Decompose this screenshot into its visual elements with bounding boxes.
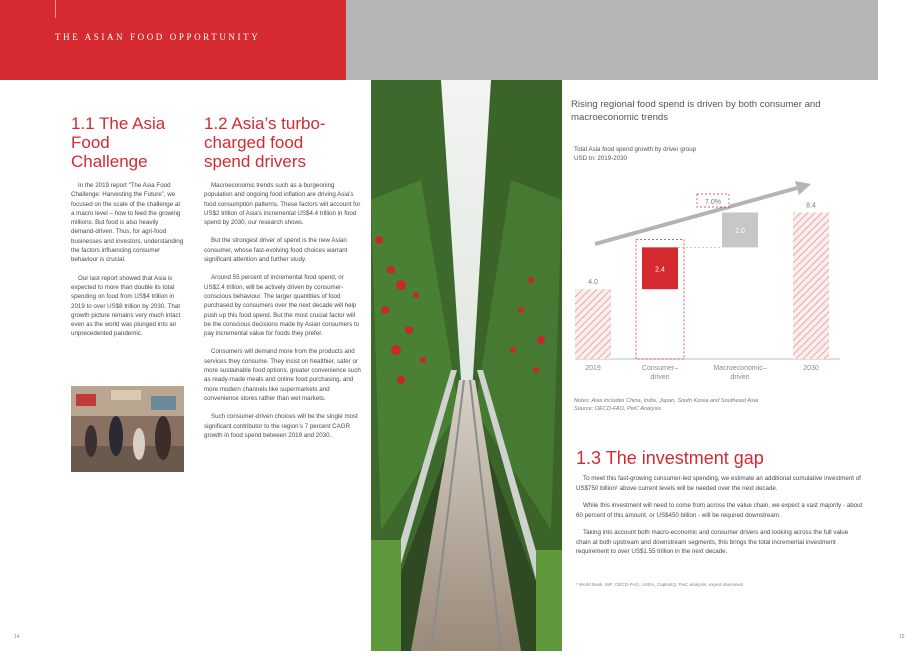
heading-1-3: 1.3 The investment gap — [576, 447, 764, 468]
paragraph: But the strongest driver of spend is the new Asian consumer, whose fast-evolving food choices warrant significant attention and further study. — [204, 237, 348, 264]
heading-1-1: 1.1 The Asia Food Challenge — [71, 114, 166, 172]
paragraph: While this investment will need to come from across the value chain, we expect a vast majority - about 60 percent of this amount, or US$450 billion - will be required downstream. — [576, 502, 863, 519]
paragraph: In the 2019 report “The Asia Food Challenge: Harvesting the Future”, we focused on the scale of the challenge at a macro level – how to feed the growing millions. But food is also heavily demand-driven. Thus, for agri-food businesses and investors, understanding the factors influencing consumer behaviour is crucial. — [71, 182, 184, 264]
source-line: Source: OECD-FAO, PwC Analysis — [574, 406, 662, 412]
paragraph: Our last report showed that Asia is expected to more than double its total spending on food from US$4 trillion in 2019 to over US$8 trillion by 2030. That growth picture remains very much intact even as the world was plunged into an unprecedented pandemic. — [71, 274, 181, 338]
bar-2019 — [575, 289, 611, 359]
category-label: Consumer– — [641, 365, 679, 372]
paragraph: Macroeconomic trends such as a burgeoning population and ongoing food inflation are driving Asia’s food consumption patterns. These factors will account for US$2 trillion of Asia’s incremental US$4.4 trillion in food spend by 2030, our research shows. — [204, 182, 361, 227]
cagr-arrow-line — [595, 188, 797, 244]
heading-1-2: 1.2 Asia’s turbo-charged food spend drivers — [204, 114, 326, 172]
paragraph: Consumers will demand more from the products and services they consume. They insist on healthier, safer or more sustainable food options, greater convenience such as ready-made meals and online food purchasing, and more modern channels like supermarkets and convenience stores rather than wet markets. — [204, 348, 361, 402]
paragraph: Around 55 percent of incremental food spend, or US$2.4 trillion, will be actively driven by consumer-conscious behaviour. The larger quantities of food purchased by consumers over the next decade will help push up this food spend. But the most crucial factor will be the conscious decisions made by Asian consumers to pay incremental value for foods they prefer. — [204, 274, 360, 338]
header-grey-band — [346, 0, 878, 80]
cagr-arrow-head — [795, 181, 811, 195]
bar-2030 — [793, 212, 829, 359]
street-market-photo — [71, 386, 184, 472]
value-label: 2.0 — [735, 227, 745, 235]
waterfall-chart — [565, 172, 845, 387]
category-label: Macroeconomic– — [713, 365, 767, 372]
chart-subtitle-line: Total Asia food spend growth by driver group — [574, 146, 697, 153]
page-number-right: 15 — [899, 634, 905, 640]
category-label: 2030 — [803, 365, 819, 372]
section-title: THE ASIAN FOOD OPPORTUNITY — [55, 32, 261, 42]
value-label: 4.0 — [588, 279, 598, 287]
section-1-3-body — [576, 474, 864, 565]
greenhouse-photo — [371, 80, 562, 651]
page-number-left: 14 — [14, 634, 20, 640]
cagr-label: 7.0% — [705, 199, 721, 206]
chart-subtitle — [574, 145, 696, 163]
notes-line: Notes: Asia includes China, India, Japan, South Korea and Southeast Asia — [574, 398, 759, 404]
paragraph: Such consumer-driven choices will be the single most significant contributor to the region’s 7 percent CAGR growth in food spend between 2019 and 2030. — [204, 413, 358, 439]
category-label: 2019 — [585, 365, 601, 372]
paragraph: Taking into account both macro-economic and consumer drivers and looking across the full value chain at both upstream and downstream segments, this brings the total incremental investment requirement to over US$1.55 trillion in the next decade. — [576, 529, 849, 555]
value-label: 8.4 — [806, 202, 816, 210]
chart-notes — [574, 397, 758, 413]
value-label: 2.4 — [655, 266, 665, 274]
paragraph: To meet this fast-growing consumer-led spending, we estimate an additional cumulative investment of US$750 billion¹ above current levels will be needed over the next decade. — [576, 475, 861, 492]
footnote: ¹ World Bank, IMF, OECD-FAO, USDA, CapitalIQ, PwC analysis, expert interviews — [576, 582, 744, 587]
section-1-2-body — [204, 181, 362, 449]
section-1-1-body — [71, 181, 184, 348]
category-label: driven — [730, 374, 750, 381]
category-label: driven — [650, 374, 670, 381]
chart-heading: Rising regional food spend is driven by both consumer and macroeconomic trends — [571, 99, 821, 123]
chart-units-line: USD tn: 2019-2030 — [574, 155, 627, 162]
